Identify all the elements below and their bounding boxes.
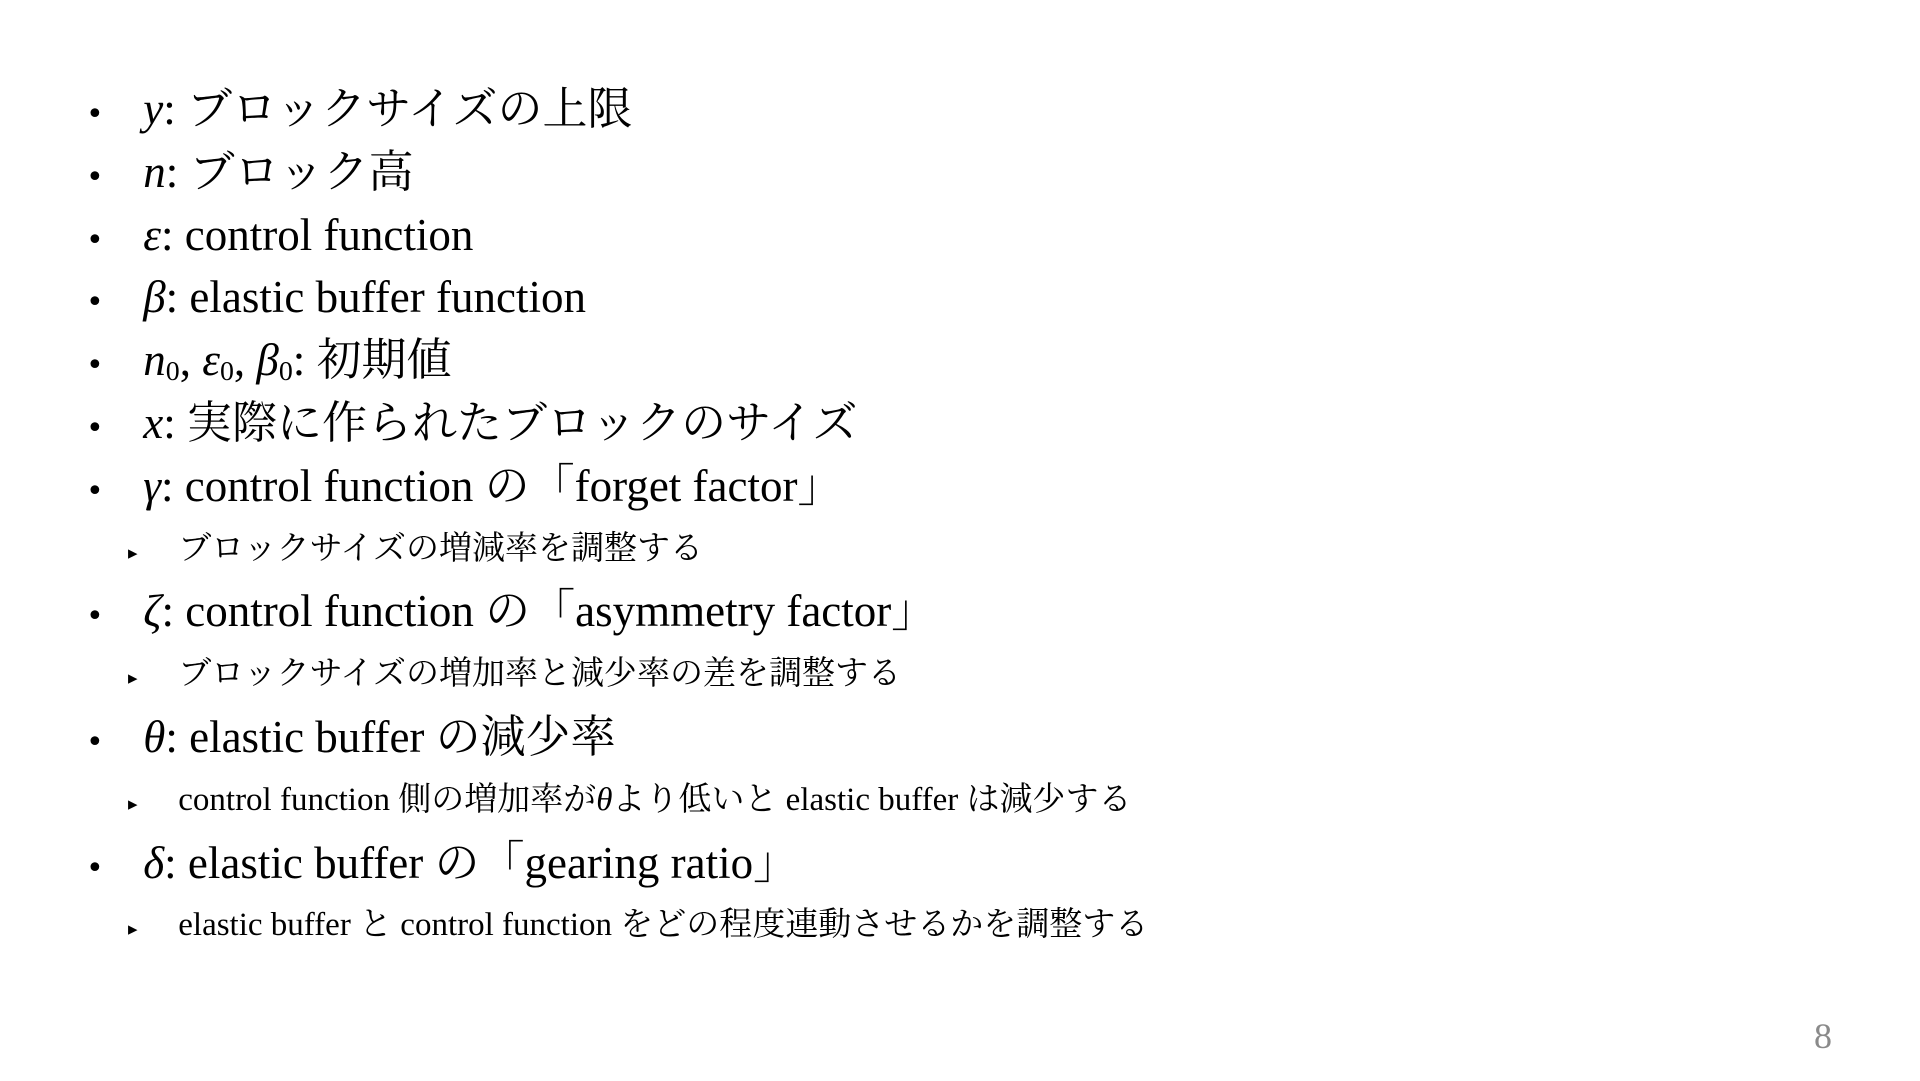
math-symbol: ε (202, 335, 220, 386)
item-text (178, 531, 703, 567)
list-item (0, 643, 1920, 706)
list-item (0, 832, 1920, 895)
item-text (143, 147, 413, 197)
bullet-icon: • (86, 850, 104, 886)
text-run: : elastic buffer function (165, 272, 586, 323)
math-symbol: ζ (143, 586, 162, 637)
text-run: : 実際に作られたブロックのサイズ (163, 397, 858, 448)
bullet-icon: • (86, 599, 104, 635)
sub-bullet-icon: ▸ (128, 667, 138, 690)
sub-bullet-icon: ▸ (128, 541, 138, 564)
text-run: elastic buffer と control function をどの程度連動させるかを調整する (178, 907, 1149, 944)
item-text (143, 838, 798, 888)
bullet-icon: • (86, 473, 104, 509)
text-run: : control function (160, 209, 474, 260)
list-item (0, 329, 1920, 392)
bullet-icon: • (86, 724, 104, 760)
math-symbol: δ (143, 837, 165, 888)
list-item (0, 580, 1920, 643)
list-item (0, 894, 1920, 957)
item-text (143, 712, 615, 762)
item-text (143, 586, 936, 636)
list-item (0, 392, 1920, 455)
math-symbol: θ (143, 711, 166, 762)
math-subscript: 0 (219, 356, 234, 388)
text-run: , (179, 335, 203, 386)
math-symbol: θ (596, 781, 613, 818)
text-run: : elastic buffer の減少率 (165, 711, 616, 762)
list-item (0, 141, 1920, 204)
list-item (0, 769, 1920, 832)
math-symbol: y (143, 84, 164, 134)
bullet-icon: • (86, 222, 104, 258)
math-symbol: x (143, 397, 164, 448)
text-run: : 初期値 (292, 335, 452, 386)
math-symbol: β (143, 272, 166, 323)
sub-bullet-icon: ▸ (128, 792, 138, 815)
math-symbol: γ (143, 460, 161, 511)
text-run: : control function の「asymmetry factor」 (161, 586, 937, 637)
math-symbol: n (143, 335, 166, 386)
page-number: 8 (1814, 1016, 1832, 1056)
text-run: : ブロックサイズの上限 (163, 84, 633, 134)
item-text (143, 335, 452, 388)
bullet-icon: • (86, 348, 104, 384)
text-run: ブロックサイズの増加率と減少率の差を調整する (178, 656, 901, 693)
item-text (143, 210, 473, 260)
list-item (0, 706, 1920, 769)
math-subscript: 0 (165, 356, 180, 388)
item-text (178, 907, 1148, 943)
math-symbol: ε (143, 209, 161, 260)
sub-bullet-icon: ▸ (128, 918, 138, 941)
text-run: より低いと elastic buffer は減少する (612, 781, 1132, 818)
math-subscript: 0 (278, 356, 293, 388)
bullet-list (0, 78, 1920, 957)
list-item (0, 266, 1920, 329)
list-item (0, 204, 1920, 267)
text-run: , (233, 335, 257, 386)
list-item (0, 78, 1920, 141)
text-run: : ブロック高 (165, 146, 414, 197)
math-symbol: n (143, 146, 166, 197)
text-run: control function 側の増加率が (178, 781, 597, 818)
bullet-icon: • (86, 410, 104, 446)
item-text (143, 461, 842, 511)
text-run: : control function の「forget factor」 (160, 460, 843, 511)
item-text (143, 84, 632, 134)
bullet-icon: • (86, 285, 104, 321)
list-item (0, 518, 1920, 581)
math-symbol: β (256, 335, 279, 386)
list-item (0, 455, 1920, 518)
bullet-icon: • (86, 97, 104, 132)
item-text (178, 782, 1131, 818)
text-run: : elastic buffer の「gearing ratio」 (164, 837, 799, 888)
bullet-icon: • (86, 159, 104, 195)
item-text (143, 398, 857, 448)
item-text (143, 272, 586, 322)
item-text (178, 656, 901, 692)
text-run: ブロックサイズの増減率を調整する (178, 530, 703, 567)
